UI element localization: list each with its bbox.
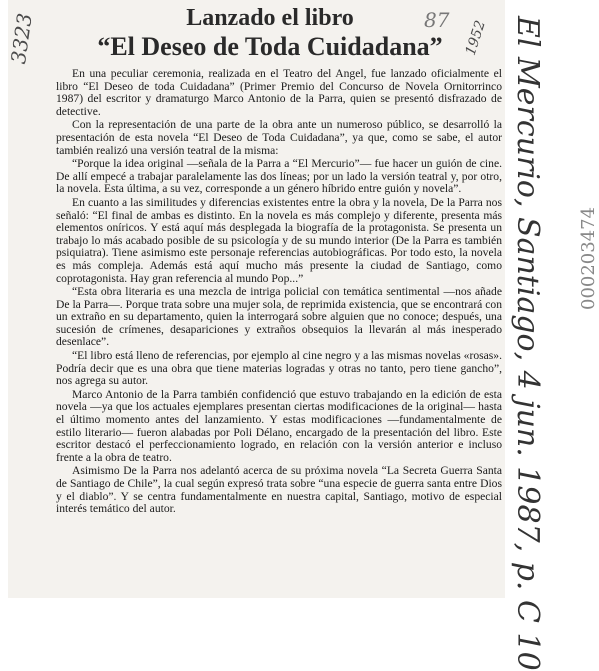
paragraph-8: Asimismo De la Parra nos adelantó acerca de su próxima novela “La Secreta Guerra Santa de Santiago de Chile”, la cual según expresó trata sobre “una especie de guerra santa entre Dios y el diablo”. Y se centra fundamentalmente en nuestra capital, Santiago, motivo de especial interés temático del autor. bbox=[56, 464, 502, 516]
paragraph-3: “Porque la idea original —señala de la Parra a “El Mercurio”— fue hacer un guión de cine. De allí empecé a trabajar paralelamente las dos líneas; por un lado la versión teatral y, por otro, la novela. Esta última, a su vez, corresponde a un género híbrido entre guión y novela”. bbox=[56, 157, 502, 196]
archive-code-stamp: 000203474 bbox=[578, 206, 599, 310]
paragraph-5: “Esta obra literaria es una mezcla de intriga policial con temática sentimental —nos añade De la Parra—. Porque trata sobre una mujer sola, de reprimida existencia, que se encontrará con un extraño en su departamento, quien la interrogará sobre alguien que no conoce; después, una sucesión de crímenes, desapariciones y extraños obsequios la llevarán al más inesperado desenlace”. bbox=[56, 285, 502, 349]
paragraph-4: En cuanto a las similitudes y diferencias existentes entre la obra y la novela, De la Parra nos señaló: “El final de ambas es distinto. En la novela es más complejo y diferente, presenta más elementos oníricos. Y está aquí más desplegada la biografía de la protagonista. Se presenta un trabajo lo más acabado posible de su psicología y de su mundo interior (De la Parra es también psiquiatra). Tiene asimismo este personaje referencias autobiográficas. Por todo esto, la novela es más compleja. Además está aquí mucho más presente la ciudad de Santiago, como coprotagonista. Hay gran referencia al mundo Pop...” bbox=[56, 195, 502, 285]
handwritten-catalog-number: 3323 bbox=[6, 11, 37, 66]
paragraph-6: “El libro está lleno de referencias, por ejemplo al cine negro y a las mismas novelas «rosas». Podría decir que es una obra que tiene materias logradas y otras no tanto, pero tiene gancho”, nos agrega su autor. bbox=[56, 349, 502, 388]
headline-line-1: Lanzado el libro bbox=[186, 5, 354, 31]
paragraph-1: En una peculiar ceremonia, realizada en el Teatro del Angel, fue lanzado oficialmente el libro “El Deseo de toda Cuidadana” (Primer Premio del Concurso de Novela Ornitorrinco 1987) del escritor y dramaturgo Marco Antonio de la Parra, quien se presentó disfrazado de detective. bbox=[56, 67, 502, 118]
paragraph-2: Con la representación de una parte de la obra ante un numeroso público, se desarrolló la presentación de esta novela “El Deseo de Toda Cuidadana”, ya que, como se sabe, el autor también realizó una versión teatral de la misma: bbox=[56, 118, 502, 157]
handwritten-page-mark: 87 bbox=[424, 8, 450, 32]
handwritten-year-mark: 1952 bbox=[462, 18, 489, 58]
article-headline bbox=[60, 4, 480, 62]
handwritten-source-note: El Mercurio, Santiago, 4 jun. 1987, p. C 10 bbox=[510, 16, 545, 671]
paragraph-7: Marco Antonio de la Parra también confidenció que estuvo trabajando en la edición de esta novela —ya que los actuales ejemplares presentan ciertas modificaciones de la original— hasta el último momento antes del lanzamiento. Y estas modificaciones —fundamentalmente de estilo literario— fueron alabadas por Poli Délano, encargado de la presentación del libro. Este escritor destacó el perfeccionamiento logrado, en relación con la versión anterior e incluso frente a la obra de teatro. bbox=[56, 387, 502, 464]
article-body bbox=[56, 68, 502, 517]
headline-line-2: “El Deseo de Toda Cuidadana” bbox=[97, 32, 443, 61]
